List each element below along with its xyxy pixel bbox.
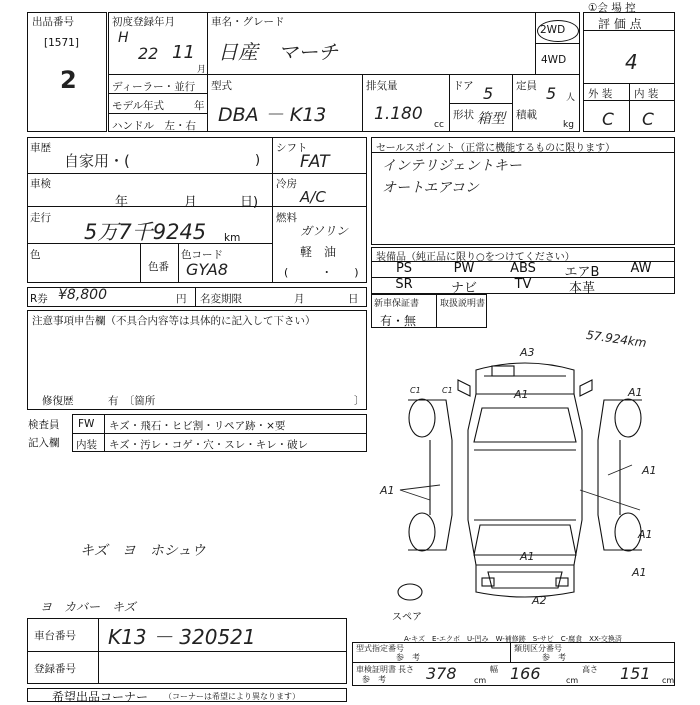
type-value: DBA － K13: [218, 104, 327, 126]
category-label: 類別区分番号: [514, 644, 562, 653]
height-label: 高さ: [582, 665, 598, 674]
inspector-label: 検査員: [28, 419, 60, 431]
footer-label: 希望出品コーナー: [52, 690, 149, 704]
interior-box-label: 内装: [76, 439, 97, 451]
recycle-label: R券: [30, 293, 48, 305]
title-change-day: 日: [348, 293, 359, 305]
fw-text: キズ・飛石・ヒビ割・リペア跡・×要: [109, 420, 286, 432]
interior-notes: キズ ヨ ホシュウ: [80, 543, 206, 559]
repair-close: 〕: [354, 395, 365, 407]
dealer-label: ディーラー・並行: [112, 81, 196, 93]
sales-label: セールスポイント（正常に機能するものに限ります）: [376, 143, 616, 154]
spare-label: スペア: [392, 612, 422, 623]
history-label: 車歴: [30, 142, 51, 154]
repair-label: 修復歴: [42, 395, 74, 407]
ac-label: 冷房: [276, 178, 297, 190]
inspection-year: 年: [115, 195, 129, 210]
length-unit: cm: [474, 676, 487, 685]
fuel-value: ガソリン: [300, 224, 349, 238]
first-reg-label: 初度登録年月: [112, 16, 175, 28]
load-label: 積載: [516, 109, 537, 121]
color-no-label: 色番: [148, 261, 169, 273]
history-close: ): [255, 153, 261, 168]
color-label: 色: [30, 249, 41, 261]
equip-aw: AW: [630, 261, 652, 276]
first-reg-month: 11: [172, 42, 195, 63]
warranty-label: 新車保証書: [374, 299, 420, 309]
type-designation-label: 型式指定番号: [356, 644, 404, 653]
vehicle-info-grid: [108, 12, 580, 132]
color-code-label: 色コード: [181, 249, 223, 261]
load-unit: kg: [563, 120, 574, 130]
warranty-value: 有・無: [380, 314, 417, 328]
damage-mark-c1-left: C1: [410, 386, 421, 395]
inspection-day: 日): [240, 195, 259, 210]
sales-line2: オートエアコン: [382, 180, 479, 196]
fuel-paren: ( ・ ): [284, 266, 359, 279]
first-reg-month-suffix: 月: [197, 65, 207, 75]
lot-number: 2: [60, 66, 77, 94]
title-change-month: 月: [294, 293, 305, 305]
mileage-value: 5万7千9245: [84, 220, 207, 244]
type-designation-ref: 参 考: [396, 653, 420, 662]
equip-navi: ナビ: [450, 281, 477, 296]
equip-airbag: エアB: [564, 265, 600, 280]
equip-abs: ABS: [510, 261, 536, 276]
capacity-value: 5: [546, 84, 557, 103]
mileage-unit: km: [224, 232, 241, 244]
drive-4wd: 4WD: [541, 54, 567, 66]
equip-sr: SR: [395, 277, 413, 292]
shape-label: 形状: [453, 109, 474, 121]
ac-value: A/C: [300, 188, 326, 206]
interior-value: C: [642, 110, 654, 130]
inspection-label: 車検: [30, 178, 51, 190]
footer-note: （コーナーは希望により異なります）: [164, 692, 300, 701]
lot-code: [1571]: [44, 37, 79, 49]
shift-label: シフト: [276, 142, 308, 154]
interior-text: キズ・汚レ・コゲ・穴・スレ・キレ・破レ: [109, 439, 309, 451]
name-label: 車名・グレード: [211, 16, 285, 28]
handle-label: ハンドル 左・右: [112, 120, 196, 132]
equip-ps: PS: [395, 261, 413, 276]
damage-mark-a1-right-low: A1: [638, 528, 653, 541]
damage-mark-a1-left: A1: [380, 484, 395, 497]
width-value: 166: [510, 664, 541, 683]
manual-label: 取扱説明書: [440, 299, 486, 309]
sales-line1: インテリジェントキー: [382, 158, 522, 174]
history-value: 自家用・(: [64, 152, 130, 170]
capacity-unit: 人: [566, 93, 576, 103]
score-value: 4: [625, 50, 638, 74]
inspection-month: 月: [184, 195, 198, 210]
damage-legend: A-キズ E-エクボ U-凹み W-補修跡 S-サビ C-腐食 XX-交換済: [404, 635, 622, 643]
car-diagram: [370, 327, 680, 630]
type-label: 型式: [211, 80, 232, 92]
door-label: ドア: [453, 80, 474, 92]
door-value: 5: [483, 84, 494, 103]
damage-mark-a3: A3: [520, 346, 535, 359]
displacement-value: 1.180: [374, 104, 423, 124]
chassis-value: K13 － 320521: [108, 625, 256, 649]
equip-leather: 本革: [568, 281, 595, 296]
record-label: 記入欄: [28, 437, 60, 449]
notes-label: 注意事項申告欄（不具合内容等は具体的に記入して下さい）: [32, 315, 316, 327]
damage-mark-a1-right-top: A1: [628, 386, 643, 399]
exterior-value: C: [602, 110, 614, 130]
chassis-label: 車台番号: [34, 630, 76, 642]
fuel-label: 燃料: [276, 212, 297, 224]
first-reg-year: 22: [138, 44, 159, 63]
color-code-value: GYA8: [186, 260, 229, 279]
bottom-note: ヨ カバー キズ: [40, 600, 136, 614]
name-value: 日産 マーチ: [218, 40, 338, 64]
recycle-value: ¥8,800: [58, 287, 107, 303]
height-value: 151: [620, 664, 651, 683]
cert-label: 車検証明書: [356, 665, 396, 674]
width-label: 幅: [490, 665, 498, 674]
shift-value: FAT: [300, 152, 330, 172]
exterior-label: 外 装: [588, 88, 613, 100]
equip-label: 装備品（純正品に限り○をつけてください）: [376, 252, 575, 263]
mileage-label: 走行: [30, 212, 51, 224]
fuel-light: 軽 油: [300, 245, 337, 259]
shape-value: 箱型: [477, 111, 505, 127]
interior-label: 内 装: [634, 88, 659, 100]
damage-mark-a1-top: A1: [514, 388, 529, 401]
damage-mark-a1-rear-right: A1: [632, 566, 647, 579]
width-unit: cm: [566, 676, 579, 685]
lot-label: 出品番号: [32, 16, 74, 28]
title-change-label: 名変期限: [200, 293, 242, 305]
first-reg-era: H: [118, 30, 129, 46]
model-year-label: モデル年式: [112, 100, 164, 112]
length-label: 長さ: [398, 665, 414, 674]
capacity-label: 定員: [516, 80, 537, 92]
score-label: 評 価 点: [598, 17, 642, 31]
damage-mark-a1-right: A1: [642, 464, 657, 477]
drive-circle: [537, 20, 579, 42]
height-unit: cm: [662, 676, 675, 685]
repair-value: 有 〔箇所: [108, 395, 156, 407]
reg-number-label: 登録番号: [34, 663, 76, 675]
damage-mark-a2: A2: [532, 594, 547, 607]
displacement-label: 排気量: [366, 80, 398, 92]
equip-tv: TV: [514, 277, 532, 292]
category-ref: 参 考: [542, 653, 566, 662]
displacement-unit: cc: [434, 120, 444, 130]
venue-label: ①会 場 控: [588, 2, 636, 14]
cert-ref: 参 考: [362, 675, 386, 684]
model-year-suffix: 年: [194, 100, 205, 112]
recycle-unit: 円: [176, 293, 187, 305]
drive-2wd: 2WD: [540, 24, 566, 36]
fw-label: FW: [78, 418, 95, 430]
damage-mark-c1-top: C1: [442, 386, 453, 395]
diagram-mileage: 57.924km: [585, 327, 648, 351]
damage-mark-a1-rear: A1: [520, 550, 535, 563]
length-value: 378: [426, 664, 457, 683]
equip-pw: PW: [453, 261, 475, 276]
